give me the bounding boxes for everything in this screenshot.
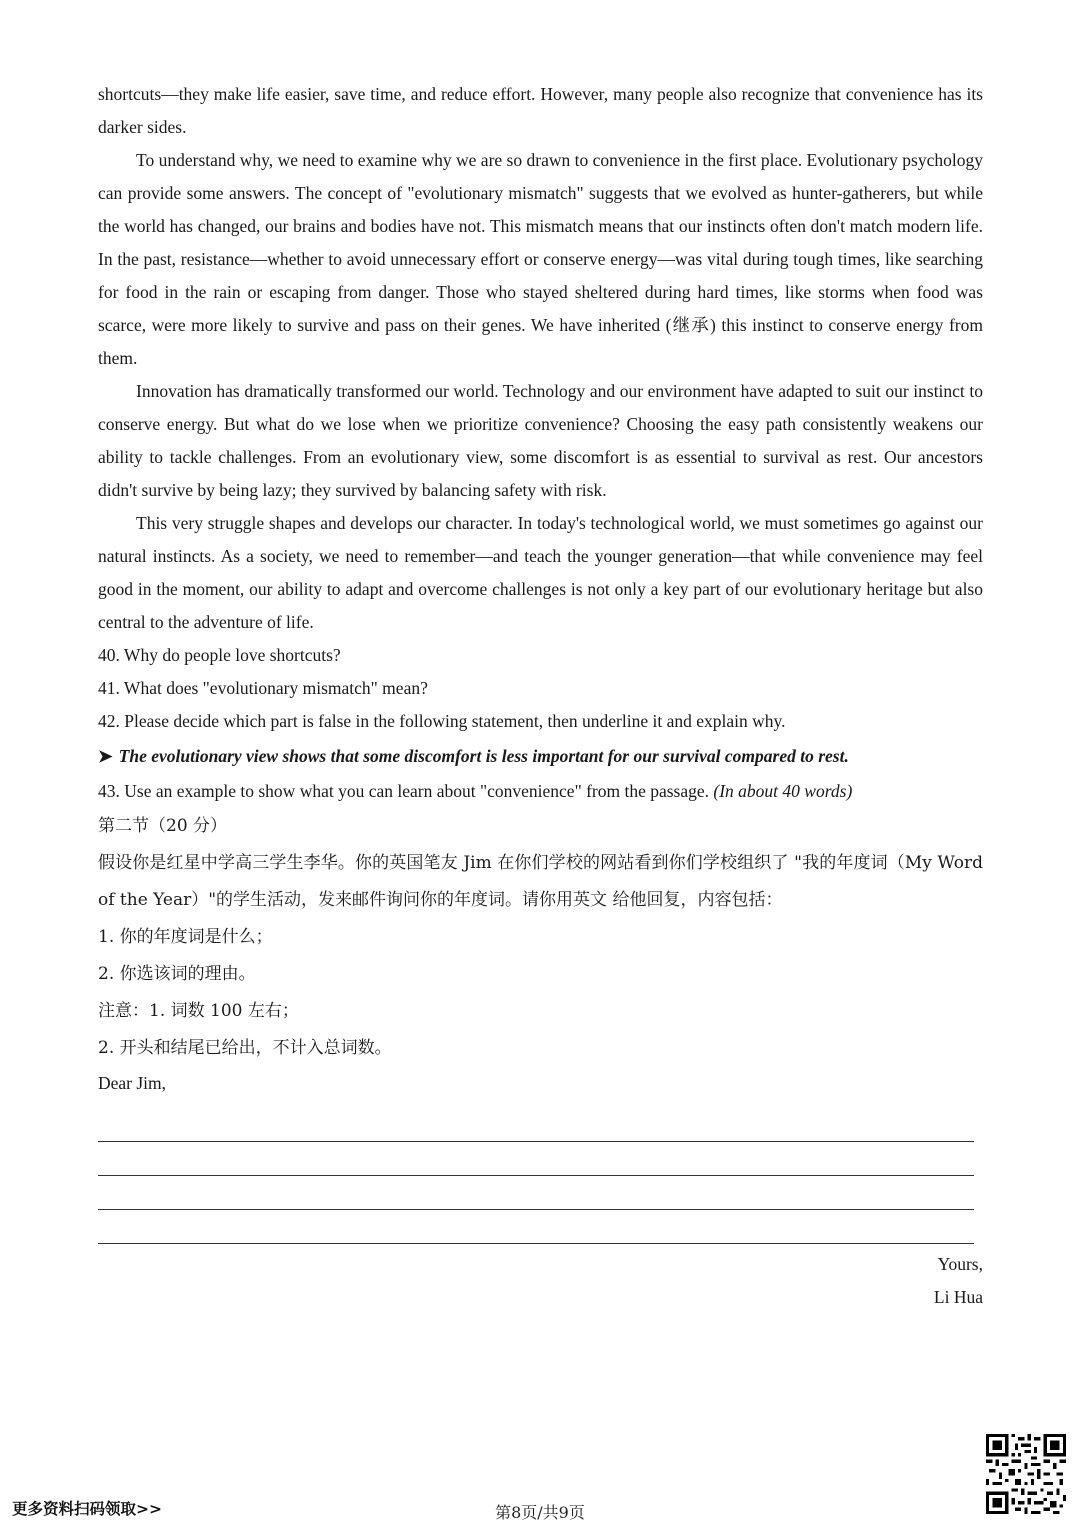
letter-closing: [98, 1248, 983, 1314]
section-2-heading: 第二节（20 分）: [98, 816, 228, 836]
statement-text: The evolutionary view shows that some discomfort is less important for our survival compared to rest.: [118, 746, 849, 766]
question-41: 41. What does "evolutionary mismatch" mean?: [98, 678, 428, 698]
answer-line[interactable]: [98, 1176, 974, 1210]
answer-area[interactable]: [98, 1108, 974, 1244]
closing-phrase: Yours,: [937, 1254, 983, 1274]
prompt-note-2: 2. 开头和结尾已给出，不计入总词数。: [98, 1038, 392, 1058]
passage-paragraph-3: Innovation has dramatically transformed our world. Technology and our environment have adapted to suit our instinct to conserve energy. But what do we lose when we prioritize convenience? Choosing the easy path consistently weakens our ability to tackle challenges. From an evolutionary view, some discomfort is as essential to survival as rest. Our ancestors didn't survive by being lazy; they survived by balancing safety with risk.: [98, 381, 983, 500]
arrow-icon: ➤: [98, 746, 113, 766]
answer-line[interactable]: [98, 1210, 974, 1244]
passage-paragraph-2: To understand why, we need to examine why we are so drawn to convenience in the first place. Evolutionary psychology can provide some answers. The concept of "evolutionary mismatch" suggests that we evolved as hunter-gatherers, but while the world has changed, our brains and bodies have not. This mismatch means that our instincts often don't match modern life. In the past, resistance—whether to avoid unnecessary effort or conserve energy—was vital during tough times, like searching for food in the rain or escaping from danger. Those who stayed sheltered during hard times, like storms when food was scarce, were more likely to survive and pass on their genes. We have inherited (继承) this instinct to conserve energy from them.: [98, 150, 983, 368]
answer-line[interactable]: [98, 1142, 974, 1176]
question-42: 42. Please decide which part is false in the following statement, then underline it and explain why.: [98, 711, 786, 731]
qr-code-icon[interactable]: [986, 1434, 1066, 1514]
letter-salutation: Dear Jim,: [98, 1073, 167, 1093]
signature: Li Hua: [933, 1287, 983, 1307]
writing-prompt: 假设你是红星中学高三学生李华。你的英国笔友 Jim 在你们学校的网站看到你们学校组织了 "我的年度词（My Word of the Year）"的学生活动，发来邮件询问你的年度词。请你用英文 给他回复，内容包括：: [98, 853, 983, 910]
question-43: [98, 775, 983, 808]
question-43-note: (In about 40 words): [713, 781, 853, 801]
question-40: 40. Why do people love shortcuts?: [98, 645, 341, 665]
answer-line[interactable]: [98, 1108, 974, 1142]
prompt-item-1: 1. 你的年度词是什么；: [98, 927, 273, 947]
passage-paragraph-1: shortcuts—they make life easier, save time, and reduce effort. However, many people also recognize that convenience has its darker sides.: [98, 84, 983, 137]
prompt-item-2: 2. 你选该词的理由。: [98, 964, 256, 984]
question-43-text: 43. Use an example to show what you can learn about "convenience" from the passage.: [98, 781, 710, 801]
false-statement: [98, 740, 983, 773]
prompt-note-1: 注意：1. 词数 100 左右；: [98, 1001, 299, 1021]
page-number: 第8页/共9页: [495, 1503, 585, 1522]
passage-paragraph-4: This very struggle shapes and develops our character. In today's technological world, we must sometimes go against our natural instincts. As a society, we need to remember—and teach the younger generation—that while convenience may feel good in the moment, our ability to adapt and overcome challenges is not only a key part of our evolutionary heritage but also central to the adventure of life.: [98, 513, 983, 632]
document-body: [98, 78, 983, 1314]
footer-promo-link[interactable]: 更多资料扫码领取>>: [12, 1500, 162, 1518]
